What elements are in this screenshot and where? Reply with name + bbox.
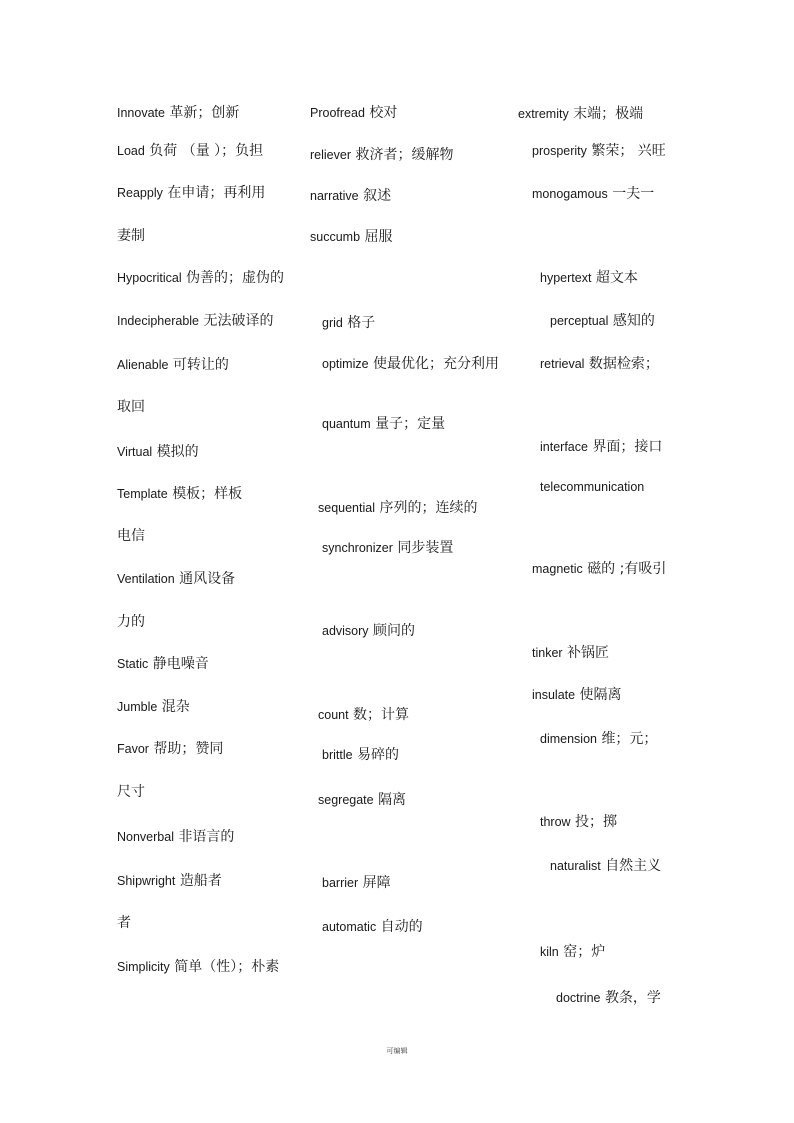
vocab-entry: monogamous 一夫一	[532, 186, 655, 202]
vocab-entry: sequential 序列的；连续的	[318, 500, 478, 516]
vocab-entry: narrative 叙述	[310, 188, 392, 204]
vocab-entry: retrieval 数据检索；	[540, 356, 659, 372]
vocab-fragment: 力的	[117, 614, 145, 630]
vocab-entry: quantum 量子；定量	[322, 416, 446, 432]
vocab-entry: barrier 屏障	[322, 875, 391, 891]
vocab-entry: count 数；计算	[318, 707, 410, 723]
vocab-entry: Ventilation 通风设备	[117, 571, 236, 587]
vocab-entry: reliever 救济者；缓解物	[310, 147, 454, 163]
vocab-entry: Virtual 模拟的	[117, 444, 199, 460]
vocab-entry: succumb 屈服	[310, 229, 393, 245]
vocab-entry: prosperity 繁荣； 兴旺	[532, 143, 666, 159]
vocab-entry: hypertext 超文本	[540, 270, 638, 286]
vocab-entry: naturalist 自然主义	[550, 858, 662, 874]
vocab-entry: Static 静电噪音	[117, 656, 209, 672]
vocab-entry: Innovate 革新；创新	[117, 105, 240, 121]
vocab-entry: insulate 使隔离	[532, 687, 622, 703]
vocab-entry: advisory 顾问的	[322, 623, 415, 639]
vocab-entry: Hypocritical 伪善的；虚伪的	[117, 270, 285, 286]
vocab-entry: Alienable 可转让的	[117, 357, 229, 373]
page-footer: 可编辑	[386, 1047, 408, 1055]
vocab-entry: Proofread 校对	[310, 105, 398, 121]
clipped-line	[540, 988, 680, 1006]
vocab-entry: Simplicity 简单（性）；朴素	[117, 959, 280, 975]
vocab-entry: telecommunication	[540, 480, 645, 494]
vocab-fragment: 妻制	[117, 228, 145, 244]
vocab-entry: dimension 维；元；	[540, 731, 658, 747]
vocab-fragment: 者	[117, 915, 131, 931]
vocab-entry: automatic 自动的	[322, 919, 423, 935]
vocab-entry: Reapply 在申请；再利用	[117, 185, 266, 201]
vocab-entry: interface 界面；接口	[540, 439, 663, 455]
vocab-entry: optimize 使最优化；充分利用	[322, 356, 499, 372]
vocab-entry: extremity 末端；极端	[518, 106, 644, 122]
vocab-entry: Shipwright 造船者	[117, 873, 222, 889]
vocab-fragment: 取回	[117, 399, 145, 415]
vocab-fragment: 尺寸	[117, 784, 145, 800]
vocab-entry: segregate 隔离	[318, 792, 407, 808]
vocab-entry: throw 投；掷	[540, 814, 618, 830]
vocab-entry: grid 格子	[322, 315, 376, 331]
vocab-entry: Indecipherable 无法破译的	[117, 313, 274, 329]
vocab-entry: Template 模板；样板	[117, 486, 243, 502]
vocab-entry: synchronizer 同步装置	[322, 540, 454, 556]
vocab-entry: tinker 补锅匠	[532, 645, 610, 661]
vocab-entry: doctrine 教条，学	[556, 990, 661, 1006]
vocab-entry: Favor 帮助；赞同	[117, 741, 224, 757]
vocab-entry: brittle 易碎的	[322, 747, 400, 763]
vocab-entry: perceptual 感知的	[550, 313, 655, 329]
vocab-entry: Nonverbal 非语言的	[117, 829, 235, 845]
vocab-entry: Jumble 混杂	[117, 699, 190, 715]
vocab-entry: Load 负荷 （量 ）；负担	[117, 143, 264, 159]
vocab-entry: magnetic 磁的 ;有吸引	[532, 561, 667, 577]
vocab-entry: kiln 窑；炉	[540, 944, 606, 960]
vocab-fragment: 电信	[117, 528, 145, 544]
